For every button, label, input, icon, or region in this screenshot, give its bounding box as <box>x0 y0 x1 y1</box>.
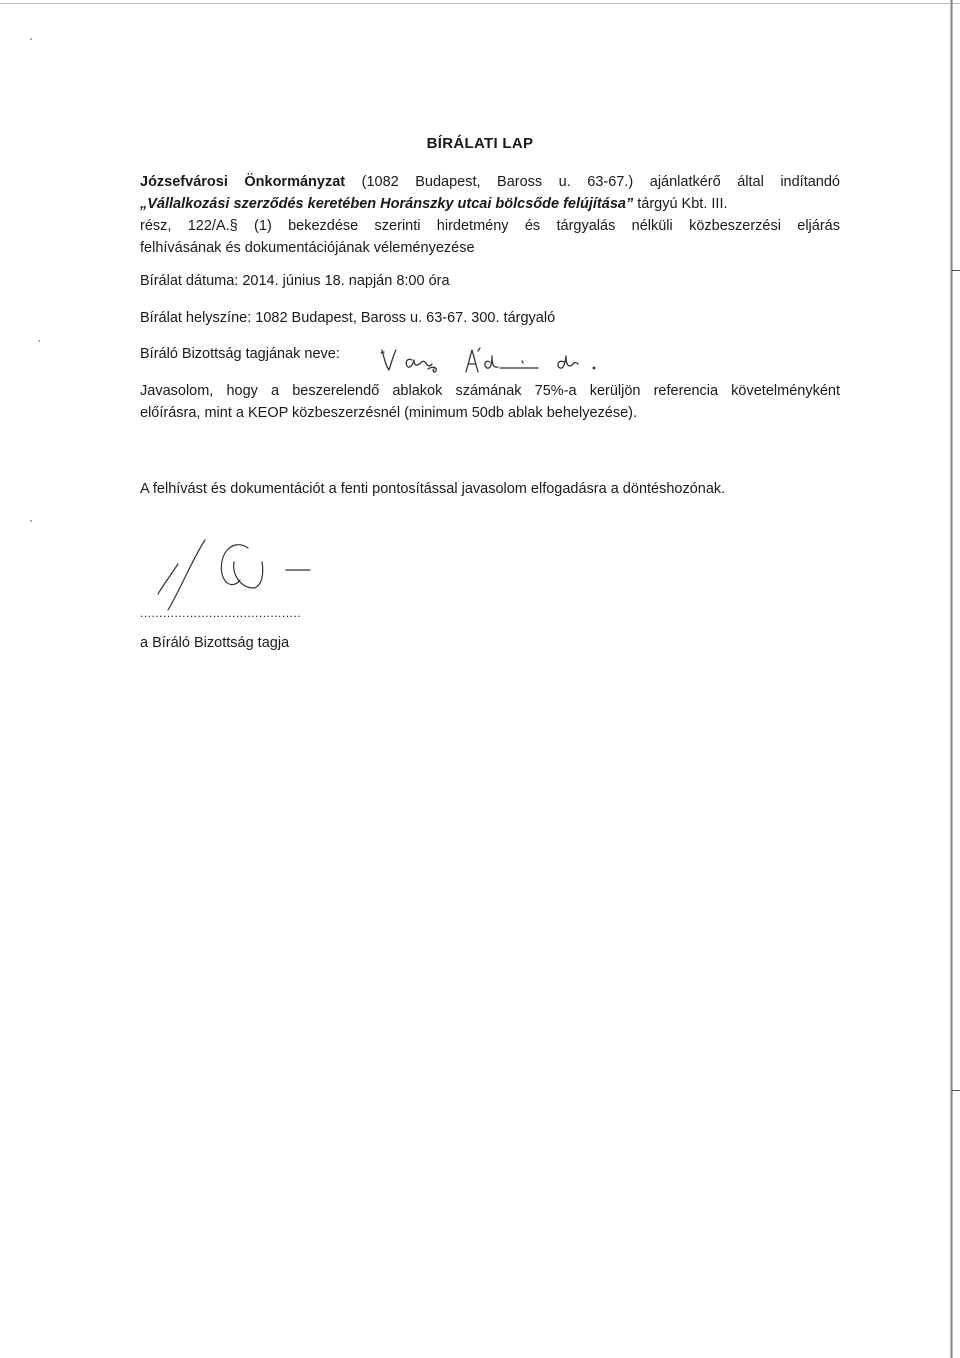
signature-caption: a Bíráló Bizottság tagja <box>140 635 290 651</box>
proposal-line-1: Javasolom, hogy a beszerelendő ablakok számának 75%-a kerüljön referencia követelményként <box>140 383 840 399</box>
scan-speck <box>30 520 32 522</box>
signature-image <box>150 530 320 615</box>
conclusion: A felhívást és dokumentációt a fenti pontosítással javasolom elfogadásra a döntéshozónak. <box>140 481 726 497</box>
scan-speck <box>30 38 32 40</box>
review-place-value: 1082 Budapest, Baross u. 63-67. 300. tárgyaló <box>251 310 556 326</box>
handwritten-member-name <box>380 342 610 378</box>
issuer-address: (1082 Budapest, Baross u. 63-67.) ajánlatkérő által indítandó <box>345 174 840 190</box>
scan-speck <box>38 340 40 342</box>
intro-line-2 <box>140 196 728 212</box>
review-date <box>140 273 450 289</box>
scan-border-top <box>0 3 960 4</box>
procurement-subject: „Vállalkozási szerződés keretében Horánszky utcai bölcsőde felújítása” <box>140 196 634 212</box>
member-name-label: Bíráló Bizottság tagjának neve: <box>140 346 340 362</box>
issuer-name: Józsefvárosi Önkormányzat <box>140 174 346 190</box>
intro-line-1 <box>140 174 840 190</box>
review-date-value: 2014. június 18. napján 8:00 óra <box>238 273 450 289</box>
intro-line-2-rest: tárgyú Kbt. III. <box>633 196 728 212</box>
intro-line-4: felhívásának és dokumentációjának véleményezése <box>140 240 475 256</box>
review-place <box>140 310 555 326</box>
scan-mark <box>952 1090 960 1091</box>
review-date-label: Bírálat dátuma: <box>140 273 239 289</box>
intro-line-3: rész, 122/A.§ (1) bekezdése szerinti hirdetmény és tárgyalás nélküli közbeszerzési eljárás <box>140 218 840 234</box>
proposal-line-2: előírásra, mint a KEOP közbeszerzésnél (minimum 50db ablak behelyezése). <box>140 405 637 421</box>
document-title: BÍRÁLATI LAP <box>426 135 534 152</box>
scan-mark <box>952 270 960 271</box>
scan-border-right <box>950 0 953 1358</box>
review-place-label: Bírálat helyszíne: <box>140 310 252 326</box>
signature-line: .......................................... <box>140 606 302 620</box>
